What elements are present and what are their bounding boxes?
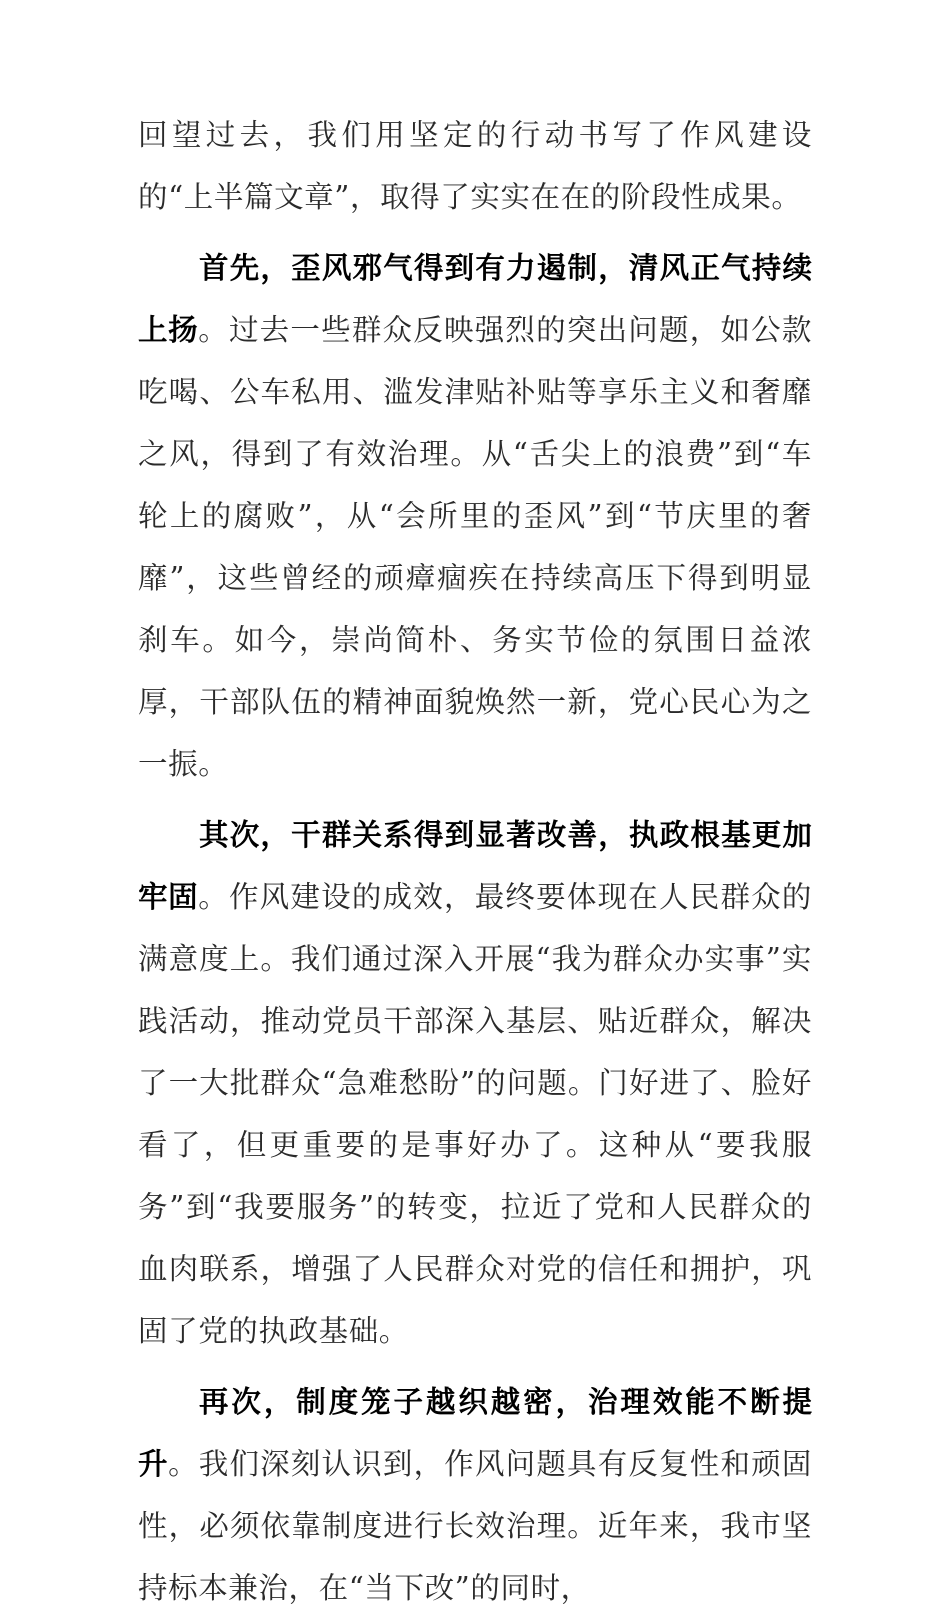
- paragraph-3: [138, 804, 812, 1362]
- paragraph-3-text: 。作风建设的成效，最终要体现在人民群众的满意度上。我们通过深入开展“我为群众办实事”实践活动，推动党员干部深入基层、贴近群众，解决了一大批群众“急难愁盼”的问题。门好进了、脸好看了，但更重要的是事好办了。这种从“要我服务”到“我要服务”的转变，拉近了党和人民群众的血肉联系，增强了人民群众对党的信任和拥护，巩固了党的执政基础。: [138, 880, 812, 1348]
- paragraph-3-lead: 其次，干群关系得到显著改善，执政根基更加牢固: [138, 818, 812, 914]
- paragraph-2-text: 。过去一些群众反映强烈的突出问题，如公款吃喝、公车私用、滥发津贴补贴等享乐主义和奢靡之风，得到了有效治理。从“舌尖上的浪费”到“车轮上的腐败”，从“会所里的歪风”到“节庆里的奢靡”，这些曾经的顽瘴痼疾在持续高压下得到明显刹车。如今，崇尚简朴、务实节俭的氛围日益浓厚，干部队伍的精神面貌焕然一新，党心民心为之一振。: [138, 313, 812, 781]
- paragraph-4-lead: 再次，制度笼子越织越密，治理效能不断提升: [138, 1385, 812, 1481]
- paragraph-2-lead: 首先，歪风邪气得到有力遏制，清风正气持续上扬: [138, 251, 812, 347]
- paragraph-4-text: 。我们深刻认识到，作风问题具有反复性和顽固性，必须依靠制度进行长效治理。近年来，我市坚持标本兼治，在“当下改”的同时，: [138, 1447, 812, 1605]
- paragraph-1: [138, 104, 812, 228]
- paragraph-4: [138, 1371, 812, 1619]
- paragraph-1-text: 回望过去，我们用坚定的行动书写了作风建设的“上半篇文章”，取得了实实在在的阶段性成果。: [138, 118, 812, 214]
- paragraph-2: [138, 237, 812, 795]
- document-body: [138, 104, 812, 1619]
